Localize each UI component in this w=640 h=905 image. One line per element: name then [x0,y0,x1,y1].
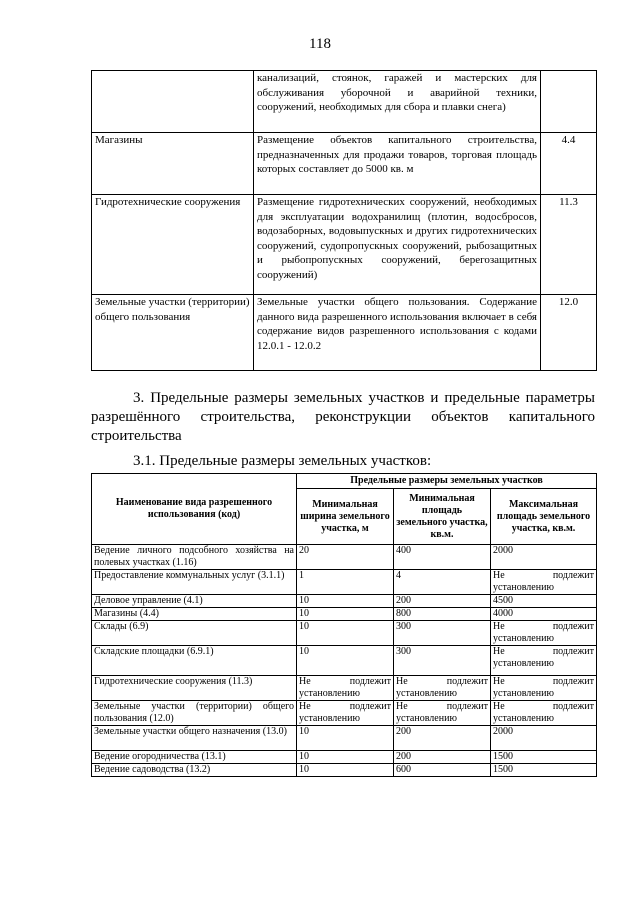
use-name-cell: Земельные участки общего назначения (13.0) [92,726,297,751]
table-row [92,751,597,764]
min-area-value: Не подлежит установлению [396,701,488,724]
use-code-cell: 4.4 [541,133,597,195]
max-area-value: 4500 [493,595,513,606]
min-area-cell [394,701,491,726]
table-header-row [92,474,597,489]
min-area-cell: 400 [394,545,491,570]
use-name-cell: Склады (6.9) [92,621,297,646]
table-row [92,195,597,295]
use-description-cell: Земельные участки общего пользования. Содержание данного вида разрешенного использования включает в себя содержание видов разрешенного использования с кодами 12.0.1 - 12.0.2 [254,295,541,371]
table-row [92,133,597,195]
min-width-cell [297,701,394,726]
min-area-cell: 600 [394,764,491,777]
min-width-cell [297,676,394,701]
max-area-value: 1500 [493,751,513,762]
table-row [92,570,597,595]
min-area-cell: 300 [394,621,491,646]
use-name-cell: Гидротехнические сооружения [92,195,254,295]
use-code-cell: 11.3 [541,195,597,295]
use-name-cell: Ведение личного подсобного хозяйства на полевых участках (1.16) [92,545,297,570]
use-name-cell: Ведение садоводства (13.2) [92,764,297,777]
min-area-cell: 300 [394,646,491,676]
use-code-cell: 12.0 [541,295,597,371]
section-title: 3. Предельные размеры земельных участков и предельные параметры разрешённого строительства, реконструкции объектов капитального строительства [91,390,595,444]
max-area-value: Не подлежит установлению [493,570,595,593]
max-area-cell [491,726,597,751]
table-row [92,676,597,701]
use-name-cell: Складские площадки (6.9.1) [92,646,297,676]
max-area-value: 4000 [493,608,513,619]
header-use-name: Наименование вида разрешенного использования (код) [92,474,297,545]
header-min-width: Минимальная ширина земельного участка, м [297,489,394,545]
table-row [92,621,597,646]
max-area-cell [491,764,597,777]
min-area-cell: 200 [394,726,491,751]
max-area-cell [491,570,597,595]
use-name-cell: Деловое управление (4.1) [92,595,297,608]
max-area-value: Не подлежит установлению [493,646,595,669]
max-area-cell [491,701,597,726]
table-row [92,726,597,751]
use-name-cell [92,71,254,133]
min-width-value: Не подлежит установлению [299,676,391,699]
max-area-cell [491,676,597,701]
subsection-title: 3.1. Предельные размеры земельных участков: [133,453,432,469]
use-name-cell: Магазины [92,133,254,195]
table-row [92,701,597,726]
min-width-cell: 10 [297,764,394,777]
plot-size-table [91,473,597,777]
min-width-cell: 10 [297,751,394,764]
min-width-cell: 10 [297,608,394,621]
min-width-cell: 1 [297,570,394,595]
use-description-cell: Размещение объектов капитального строительства, предназначенных для продажи товаров, торговая площадь которых составляет до 5000 кв. м [254,133,541,195]
max-area-value: Не подлежит установлению [493,701,595,724]
use-name-cell: Земельные участки (территории) общего пользования (12.0) [92,701,297,726]
max-area-cell [491,595,597,608]
min-width-cell: 10 [297,726,394,751]
min-area-cell: 200 [394,595,491,608]
use-name-cell: Предоставление коммунальных услуг (3.1.1) [92,570,297,595]
table-row [92,595,597,608]
min-width-cell: 10 [297,595,394,608]
max-area-value: Не подлежит установлению [493,676,595,699]
header-max-area: Максимальная площадь земельного участка, кв.м. [491,489,597,545]
max-area-cell [491,545,597,570]
use-code-cell [541,71,597,133]
min-area-cell: 200 [394,751,491,764]
max-area-cell [491,608,597,621]
use-description-cell: Размещение гидротехнических сооружений, необходимых для эксплуатации водохранилищ (плотин, водосбросов, водозаборных, водовыпускных и других гидротехнических сооружений, судопропускных сооружений, рыбозащитных и рыбопропускных сооружений, берегозащитных сооружений) [254,195,541,295]
min-width-cell: 10 [297,646,394,676]
header-size-group: Предельные размеры земельных участков [297,474,597,489]
max-area-value: 2000 [493,545,513,556]
use-name-cell: Гидротехнические сооружения (11.3) [92,676,297,701]
table-row [92,545,597,570]
permitted-use-table [91,70,597,371]
table-row [92,608,597,621]
table-row [92,764,597,777]
min-width-cell: 20 [297,545,394,570]
use-name-cell: Ведение огородничества (13.1) [92,751,297,764]
table-row [92,646,597,676]
max-area-cell [491,646,597,676]
table-row [92,295,597,371]
min-area-value: Не подлежит установлению [396,676,488,699]
max-area-value: 2000 [493,726,513,737]
page-number: 118 [309,36,331,52]
use-name-cell: Земельные участки (территории) общего пользования [92,295,254,371]
header-min-area: Минимальная площадь земельного участка, кв.м. [394,489,491,545]
min-width-value: Не подлежит установлению [299,701,391,724]
max-area-cell [491,621,597,646]
min-area-cell [394,676,491,701]
min-area-cell: 4 [394,570,491,595]
max-area-value: 1500 [493,764,513,775]
use-description-cell: канализаций, стоянок, гаражей и мастерских для обслуживания уборочной и аварийной техники, сооружений, необходимых для сбора и плавки снега) [254,71,541,133]
max-area-value: Не подлежит установлению [493,621,595,644]
table-row [92,71,597,133]
use-name-cell: Магазины (4.4) [92,608,297,621]
max-area-cell [491,751,597,764]
min-area-cell: 800 [394,608,491,621]
min-width-cell: 10 [297,621,394,646]
